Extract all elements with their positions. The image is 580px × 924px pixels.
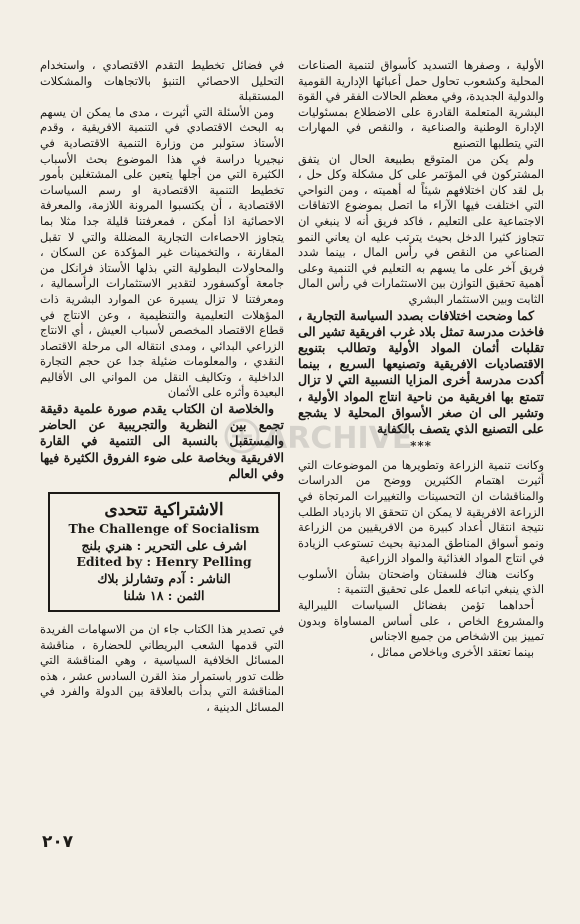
left-column bbox=[40, 58, 284, 716]
book-editor-english: Edited by : Henry Pelling bbox=[76, 554, 252, 570]
bold-paragraph: والخلاصة ان الكتاب يقدم صورة علمية دقيقة تجمع بين النظرية والتجريبية عن الحاضر والمستقبل بالنسبة الى التنمية في القارة الافريقية وبخاصة على ضوء الفروق الكثيرة فيها وفي العالم bbox=[40, 401, 284, 481]
watermark-text: ARCHIVE bbox=[264, 421, 413, 456]
paragraph: أحداهما تؤمن بفضائل السياسات الليبرالية والمشروع الخاص ، على أساس المساواة وبدون تمييز بين الاشخاص من جميع الاجناس bbox=[298, 599, 544, 644]
paragraph: وكانت تنمية الزراعة وتطويرها من الموضوعات التي أثيرت اهتمام الكثيرين ووضح من الدراسات والمناقشات ان التحسينات والتغييرات المرتجاة في الزراعة الافريقية لا يمكن ان تتحقق الا بازدياد الطلب نتيجة انتقال أعداد كبيرة من الافريقيين من الزراعة ونمو أسواق المناطق المدنية بحيث تستوعب الزيادة في انتاج المواد الغذائية والمواد الزراعية bbox=[298, 458, 544, 566]
section-separator: *** bbox=[410, 439, 432, 454]
page-number: ٢٠٧ bbox=[42, 832, 74, 852]
book-review-header-box bbox=[48, 492, 280, 612]
book-price: الثمن : ١٨ شلنا bbox=[123, 588, 205, 604]
paragraph: ولم يكن من المتوقع بطبيعة الحال ان يتفق المشتركون في المؤتمر على كل مشكلة وكل حل ، بل لقد كان اختلافهم شيئاً له أهميته ، ومن النواحي التي اختلفت فيها الآراء ما اتصل بموضوع الاتفاقات الاجتماعية على التعليم ، فاكد فريق أنه لا ينبغي ان تتجاوز كثيرا الدخل بحيث يترتب عليه ان يعاني النمو الصناعي من النقص في رأس المال ، بينما شدد فريق آخر على ما يسهم به التعليم في التنمية وعلى أهمية تحقيق التوازن بين الاستثمارات في رأس المال الثابت وبين الاستثمار البشري bbox=[298, 152, 544, 306]
book-title-english: The Challenge of Socialism bbox=[68, 521, 260, 537]
book-publisher: الناشر : آدم وتشارلز بلاك bbox=[97, 571, 231, 587]
book-editor-arabic: اشرف على التحرير : هنري بلنج bbox=[81, 538, 247, 554]
paragraph: ومن الأسئلة التي أثيرت ، مدى ما يمكن ان يسهم به البحث الاقتصادي في التنمية الافريقية ، وقدم الأستاذ ستولبر من وزارة التنمية الاقتصادية في نيجيريا دراسة في هذا الموضوع بحث الأسباب الكثيرة التي من أجلها يتعين على المشتغلين بأمور تخطيط التنمية الاقتصادية او رسم السياسات الاقتصادية ، أن يكتسبوا المرونة اللازمة، والمعرفة الاحصائية اذا أمكن ، فمعرفتنا قليلة جدا مثلا بما يتجاوز الاحصاءات التجارية المضللة والتي لا تقبل المقارنة ، والتخمينات غير المؤكدة عن السكان ، والمحاولات البطولية التي بذلها الأستاذ فرانكل من جامعة أوكسفورد لتقدير الاستثمارات الرأسمالية ، ومعرفتنا لا تزال يسيرة عن الموارد البشرية ذات المؤهلات التعليمية والتنظيمية ، وعن الانتاج في قطاع الاقتصاد المخصص لأسباب العيش ، أي الانتاج الزراعي البدائي ، ومدى انتقاله الى مرحلة الاقتصاد النقدي ، والمعلومات ضئيلة جدا عن حجم التجارة الداخلية ، وتكاليف النقل من المواني الى الأقاليم البعيدة وأثره على الأثمان bbox=[40, 105, 284, 400]
paragraph: في فضائل تخطيط التقدم الاقتصادي ، واستخدام التحليل الاحصائي التنبؤ بالاتجاهات والمشكلات المستقبلة bbox=[40, 59, 284, 104]
paragraph: بينما تعتقد الأخرى وباخلاص مماثل ، bbox=[370, 645, 534, 659]
paragraph: في تصدير هذا الكتاب جاء ان من الاسهامات الفريدة التي قدمها الشعب البريطاني للحضارة ، مناقشة المسائل الخلافية السياسية ، وهي المناقشة التي ظلت تدور باستمرار منذ القرن السادس عشر ، هذه المناقشة التي بدأت بالعلاقة بين الدولة والفرد في المسائل الدينية ، bbox=[40, 623, 284, 715]
bold-paragraph: كما وضحت اختلافات بصدد السياسة التجارية ، فاخذت مدرسة تمثل بلاد غرب افريقية تشير الى تقلبات أثمان المواد الأولية وتطالب بتنويع الاقتصاديات الافريقية وتصنيعها السريع ، بينما أكدت مدرسة أخرى المزايا النسبية التي لا تزال تتمتع بها افريقية من ناحية انتاج المواد الأولية ، وتشير الى ان صغر الأسواق المحلية لا يشجع على التصنيع الذي يتصف بالكفاية bbox=[298, 307, 544, 436]
book-title-arabic: الاشتراكية تتحدى bbox=[104, 500, 224, 521]
paragraph: الأولية ، وصفرها التسديد كأسواق لتنمية الصناعات المحلية وكشعوب تحاول حمل أعبائها الإدارية القومية والدولية الجديدة، وفي معظم الحالات الفقر في القوة البشرية المتعلمة القادرة على الاضطلاع بمسئوليات الإدارة الوطنية والصناعية ، والنقص في المهارات التي يتطلبها التصنيع bbox=[298, 59, 544, 150]
paragraph: وكانت هناك فلسفتان واضحتان بشأن الأسلوب الذي ينبغي اتباعه للعمل على تحقيق التنمية : bbox=[298, 567, 544, 597]
right-column bbox=[298, 58, 544, 660]
